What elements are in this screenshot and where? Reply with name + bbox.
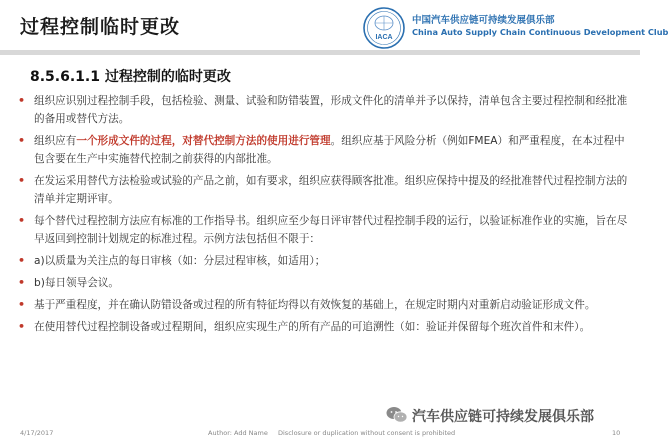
bullet-list xyxy=(18,92,630,340)
bullet-marker: • xyxy=(18,276,26,289)
bullet-marker: • xyxy=(18,320,26,333)
bullet-marker: • xyxy=(18,254,26,267)
bullet-text: 组织应识别过程控制手段，包括检验、测量、试验和防错装置，形成文件化的清单并予以保持，清单包含主要过程控制和经批准的备用或替代方法。 xyxy=(34,95,628,125)
iaca-logo-icon xyxy=(362,6,406,50)
bullet-item xyxy=(18,172,630,208)
section-title: 8.5.6.1.1 过程控制的临时更改 xyxy=(30,69,231,85)
page-number: 10 xyxy=(612,429,621,437)
bullet-text: 基于严重程度，并在确认防错设备或过程的所有特征均得以有效恢复的基础上，在规定时期内对重新启动验证形成文件。 xyxy=(34,299,596,311)
bullet-marker: • xyxy=(18,298,26,311)
footer-disclaimer: Disclosure or duplication without consent is prohibited xyxy=(278,429,456,437)
bullet-marker: • xyxy=(18,174,26,187)
bullet-text: 在使用替代过程控制设备或过程期间，组织应实现生产的所有产品的可追溯性（如：验证并保留每个班次首件和末件）。 xyxy=(34,321,591,333)
bullet-text: 每个替代过程控制方法应有标准的工作指导书。组织应至少每日评审替代过程控制手段的运行，以验证标准作业的实施，旨在尽早返回到控制计划规定的标准过程。示例方法包括但不限于： xyxy=(34,215,628,245)
bullet-text-highlight: 一个形成文件的过程，对替代控制方法的使用进行管理 xyxy=(76,135,331,147)
page-title: 过程控制临时更改 xyxy=(20,16,181,38)
bullet-item xyxy=(18,132,630,168)
bullet-marker: • xyxy=(18,214,26,227)
watermark-text: 汽车供应链可持续发展俱乐部 xyxy=(412,409,594,425)
footer-author: Author: Add Name xyxy=(208,429,268,437)
logo-lettering: IACA xyxy=(375,34,393,41)
bullet-item xyxy=(18,274,630,292)
wechat-icon xyxy=(386,406,408,424)
bullet-text: 在发运采用替代方法检验或试验的产品之前，如有要求，组织应获得顾客批准。组织应保持中提及的经批准替代过程控制方法的清单并定期评审。 xyxy=(34,175,628,205)
bullet-item xyxy=(18,212,630,248)
bullet-marker: • xyxy=(18,94,26,107)
header-divider xyxy=(0,50,640,55)
bullet-text: b)每日领导会议。 xyxy=(34,277,120,289)
club-name-english: China Auto Supply Chain Continuous Development Club xyxy=(412,27,668,37)
bullet-item xyxy=(18,92,630,128)
watermark xyxy=(386,405,636,425)
bullet-text-before: 组织应有 xyxy=(34,135,77,147)
bullet-text: a)以质量为关注点的每日审核（如：分层过程审核，如适用）； xyxy=(34,255,326,267)
bullet-text-after: 。组织应基于风险分析（例如FMEA）和严重程度，在本过程中包含要在生产中实施替代控制之前获得的内部批准。 xyxy=(34,135,625,165)
club-name-chinese: 中国汽车供应链可持续发展俱乐部 xyxy=(412,15,555,26)
bullet-item xyxy=(18,252,630,270)
slide-footer xyxy=(0,425,640,443)
bullet-item xyxy=(18,296,630,314)
slide-header xyxy=(0,0,668,52)
bullet-marker: • xyxy=(18,134,26,147)
bullet-item xyxy=(18,318,630,336)
footer-date: 4/17/2017 xyxy=(20,429,54,437)
